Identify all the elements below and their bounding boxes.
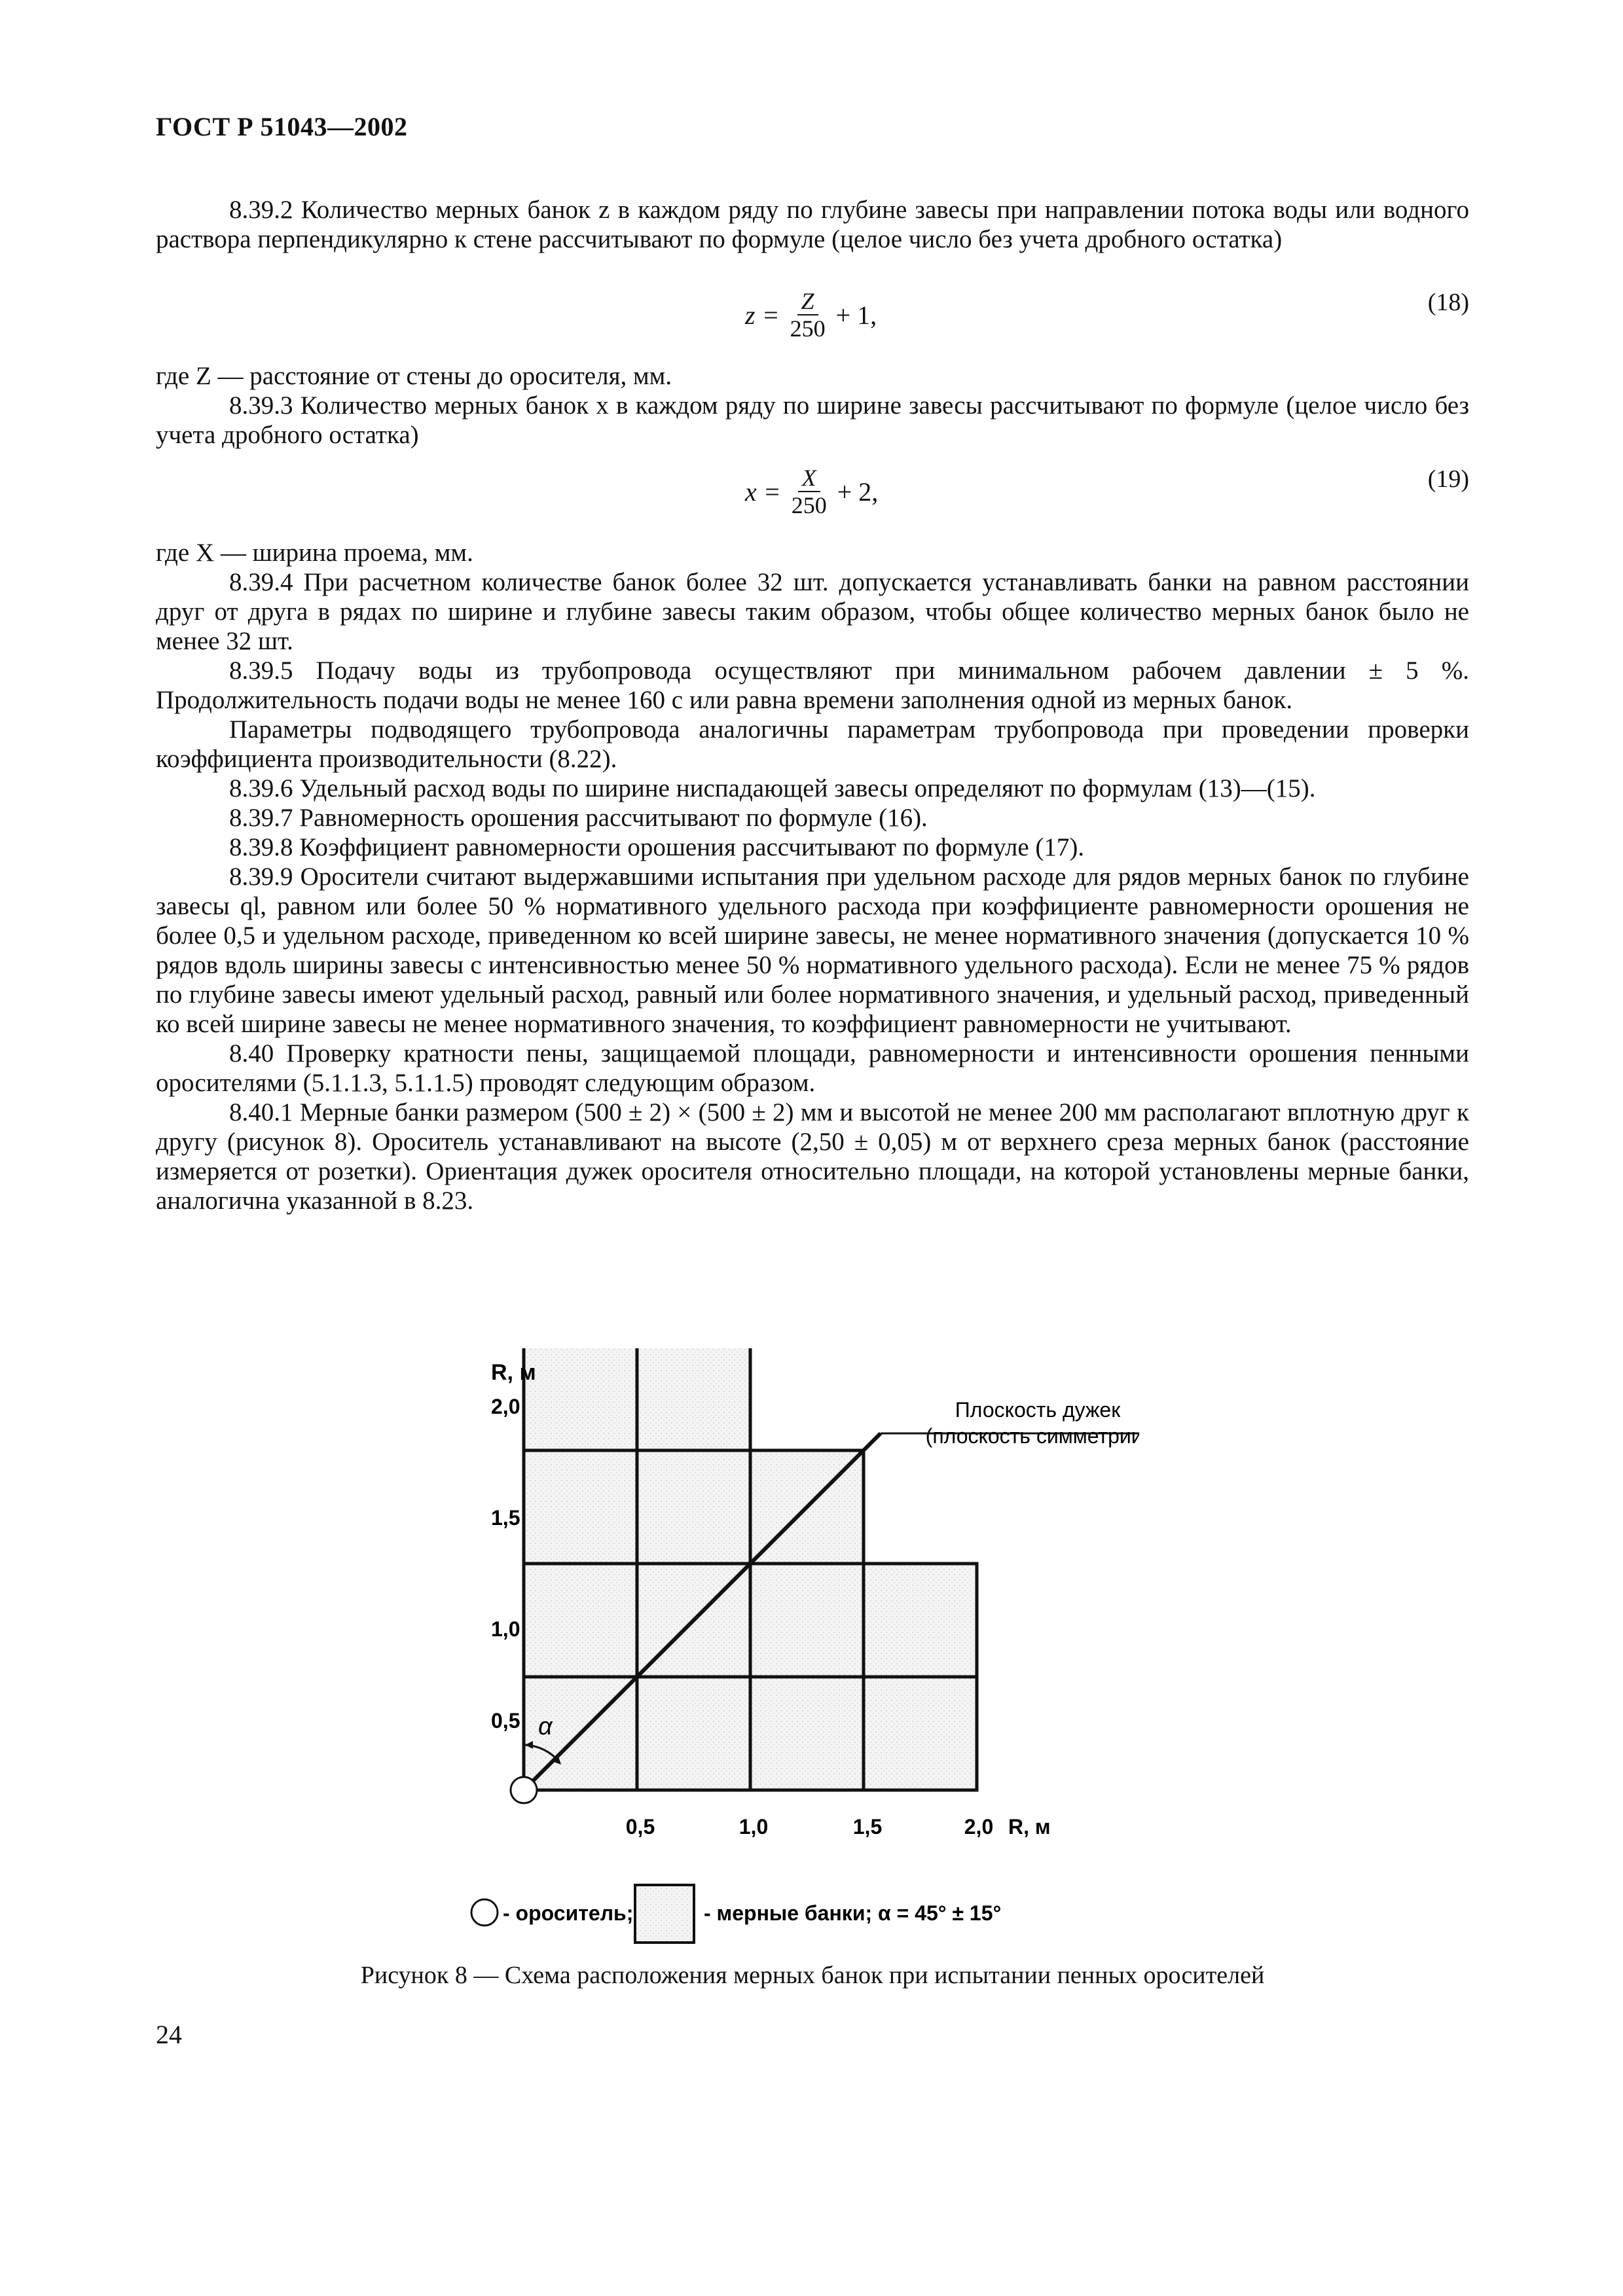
plane-label-2: (плоскость симметрии) bbox=[925, 1424, 1139, 1448]
fraction bbox=[788, 465, 831, 518]
fraction-numerator: Z bbox=[797, 288, 818, 315]
measuring-can bbox=[864, 1564, 977, 1677]
text-block-1 bbox=[156, 195, 1469, 254]
measuring-can bbox=[524, 1564, 637, 1677]
paragraph: 8.39.8 Коэффициент равномерности орошения рассчитывают по формуле (17). bbox=[229, 833, 1085, 861]
paragraph: 8.40.1 Мерные банки размером (500 ± 2) × (500 ± 2) мм и высотой не менее 200 мм располагают вплотную друг к другу (рисунок 8). Ороситель устанавливают на высоте (2,50 ± 0,05) м от верхнего среза мерных банок (расстояние измеряется от розетки). Ориентация дужек оросителя относительно площади, на которой установлены мерные банки, аналогична указанной в 8.23. bbox=[156, 1098, 1469, 1215]
paragraph: 8.39.3 Количество мерных банок x в каждом ряду по ширине завесы рассчитывают по формуле (целое число без учета дробного остатка) bbox=[156, 391, 1469, 449]
can-layout-diagram bbox=[445, 1348, 1139, 1957]
legend-sprinkler-icon bbox=[471, 1899, 498, 1926]
document-header: ГОСТ Р 51043—2002 bbox=[156, 112, 408, 141]
plane-label-1: Плоскость дужек bbox=[955, 1398, 1121, 1422]
x-tick-label: 2,0 bbox=[964, 1815, 994, 1839]
y-axis-label: R, м bbox=[491, 1360, 536, 1385]
y-tick-label: 2,0 bbox=[491, 1395, 520, 1418]
measuring-can bbox=[524, 1450, 637, 1564]
measuring-can bbox=[524, 1348, 637, 1450]
measuring-can bbox=[750, 1564, 864, 1677]
legend-cans-label: - мерные банки; α = 45° ± 15° bbox=[704, 1901, 1002, 1925]
fraction-numerator: X bbox=[798, 465, 820, 492]
x-axis-label: R, м bbox=[1008, 1815, 1051, 1839]
equation-number: (18) bbox=[1427, 289, 1469, 316]
formula-lhs: z = bbox=[745, 300, 780, 330]
y-tick-label: 1,0 bbox=[491, 1617, 520, 1641]
sprinkler-icon bbox=[511, 1777, 537, 1803]
formula-lhs: x = bbox=[745, 476, 781, 507]
equation-number: (19) bbox=[1427, 465, 1469, 493]
formula-18 bbox=[156, 288, 1469, 347]
formula-rhs: + 1, bbox=[835, 300, 877, 330]
paragraph: 8.40 Проверку кратности пены, защищаемой площади, равномерности и интенсивности орошения пенными оросителями (5.1.1.3, 5.1.1.5) проводят следующим образом. bbox=[156, 1039, 1469, 1097]
formula-19 bbox=[156, 465, 1469, 524]
y-tick-label: 0,5 bbox=[491, 1709, 520, 1732]
text-block-2 bbox=[156, 361, 1469, 450]
paragraph: Параметры подводящего трубопровода аналогичны параметрам трубопровода при проведении проверки коэффициента производительности (8.22). bbox=[156, 715, 1469, 773]
paragraph: где X — ширина проема, мм. bbox=[156, 539, 473, 567]
angle-label: α bbox=[538, 1713, 553, 1740]
figure-8 bbox=[445, 1348, 1139, 1957]
figure-caption: Рисунок 8 — Схема расположения мерных банок при испытании пенных оросителей bbox=[360, 1962, 1265, 1989]
text-block-3 bbox=[156, 538, 1469, 1215]
x-tick-label: 1,5 bbox=[852, 1815, 883, 1839]
x-tick-label: 1,0 bbox=[739, 1815, 769, 1839]
fraction-denominator: 250 bbox=[791, 492, 827, 518]
measuring-can bbox=[637, 1348, 750, 1450]
fraction-denominator: 250 bbox=[790, 315, 826, 342]
fraction bbox=[786, 288, 830, 342]
x-tick-label: 0,5 bbox=[625, 1815, 655, 1839]
measuring-can bbox=[750, 1677, 864, 1790]
legend-sprinkler-label: - ороситель; bbox=[503, 1901, 634, 1925]
paragraph: 8.39.6 Удельный расход воды по ширине ниспадающей завесы определяют по формулам (13)—(15). bbox=[229, 774, 1316, 802]
paragraph: 8.39.7 Равномерность орошения рассчитывают по формуле (16). bbox=[229, 804, 928, 832]
paragraph: где Z — расстояние от стены до оросителя, мм. bbox=[156, 362, 672, 390]
measuring-can bbox=[637, 1677, 750, 1790]
paragraph: 8.39.4 При расчетном количестве банок более 32 шт. допускается устанавливать банки на равном расстоянии друг от друга в рядах по ширине и глубине завесы таким образом, чтобы общее количество мерных банок было не менее 32 шт. bbox=[156, 568, 1469, 655]
legend-can-icon bbox=[635, 1885, 694, 1943]
page-number: 24 bbox=[156, 2020, 182, 2049]
formula-rhs: + 2, bbox=[837, 476, 879, 507]
measuring-can bbox=[637, 1450, 750, 1564]
paragraph: 8.39.2 Количество мерных банок z в каждом ряду по глубине завесы при направлении потока воды или водного раствора перпендикулярно к стене рассчитывают по формуле (целое число без учета дробного остатка) bbox=[156, 196, 1469, 253]
y-tick-label: 1,5 bbox=[491, 1506, 520, 1530]
paragraph: 8.39.5 Подачу воды из трубопровода осуществляют при минимальном рабочем давлении ± 5 %. Продолжительность подачи воды не менее 160 с или равна времени заполнения одной из мерных банок. bbox=[156, 656, 1469, 714]
paragraph: 8.39.9 Оросители считают выдержавшими испытания при удельном расходе для рядов мерных банок по глубине завесы ql, равном или более 50 % нормативного удельного расхода при коэффициенте равномерности орошения не более 0,5 и удельном расходе, приведенном ко всей ширине завесы, не менее нормативного значения (допускается 10 % рядов вдоль ширины завесы с интенсивностью менее 50 % нормативного удельного расхода). Если не менее 75 % рядов по глубине завесы имеют удельный расход, равный или более нормативного значения, и удельный расход, приведенный ко всей ширине завесы не менее нормативного значения, то коэффициент равномерности не учитывают. bbox=[156, 863, 1469, 1038]
measuring-can bbox=[864, 1677, 977, 1790]
